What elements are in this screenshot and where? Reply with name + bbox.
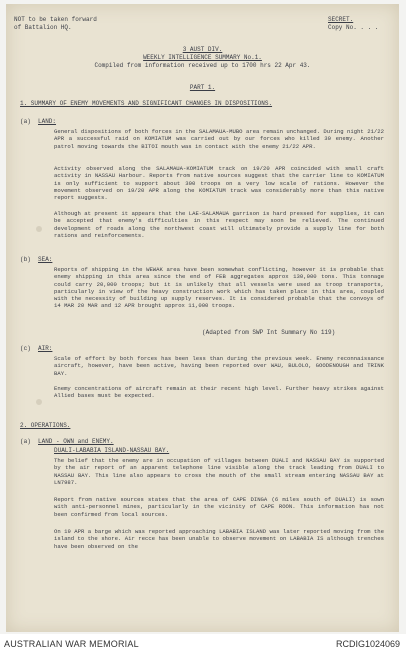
punch-hole (36, 226, 42, 232)
section1c-title: AIR: (38, 345, 53, 352)
operations-paragraph-3: On 19 APR a barge which was reported approaching LABABIA ISLAND was later reported moving from the island to the shore. Air recce has been unable to observe movement on LABABIA IS although trenches have been observed on the (54, 528, 384, 550)
distribution-note-line2: of Battalion HQ. (14, 24, 72, 31)
document-page (6, 4, 399, 632)
summary-title: WEEKLY INTELLIGENCE SUMMARY No.1. (143, 54, 262, 61)
archive-name: AUSTRALIAN WAR MEMORIAL (4, 639, 139, 649)
section1a-label: (a) (20, 118, 31, 125)
section1a-title: LAND: (38, 118, 57, 125)
division-title: 3 AUST DIV. (182, 46, 223, 53)
area-subheading: DUALI-LABABIA ISLAND-NASSAU BAY. (54, 447, 170, 454)
land-paragraph-1: General dispositions of both forces in the SALAMAUA-MUBO area remain unchanged. During night 21/22 APR a successful raid on KOMIATUM was carried out by our forces who killed 30 enemy. Another patrol moving towards the BITOI mouth was in contact with the enemy 21/22 APR. (54, 128, 384, 150)
sea-source-note: (Adapted from SWP Int Summary No 119) (202, 329, 336, 336)
land-paragraph-3: Although at present it appears that the LAE-SALAMAUA garrison is hard pressed for supplies, it can be accepted that enemy's difficulties in this respect may soon be relieved. The continued development of roads along the northwest coast will ultimately provide a supply line for both rations and reinforcements. (54, 210, 384, 239)
section1b-label: (b) (20, 256, 31, 263)
section1c-label: (c) (20, 345, 31, 352)
sea-paragraph-1: Reports of shipping in the WEWAK area have been somewhat conflicting, however it is probable that enemy shipping in this area since the end of FEB aggregates approx 130,000 tons. This tonnage could carry 20,000 troops; but it is unlikely that all vessels were used as troop transports, particularly in view of the heavy construction work which has taken place in this area, coupled with the necessity of building up supply reserves. It is considered probable that the convoys of 14 MAR 20 MAR and 12 APR brought approx 11,000 troops. (54, 266, 384, 310)
operations-paragraph-2: Report from native sources states that the area of CAPE DINGA (6 miles south of DUALI) is sown with anti-personnel mines, particularly in the vicinity of CAPE ROON. This information has not been confirmed from local sources. (54, 496, 384, 518)
section2a-label: (a) (20, 438, 31, 445)
section1b-title: SEA: (38, 256, 53, 263)
operations-paragraph-1: The belief that the enemy are in occupation of villages between DUALI and NASSAU BAY is supported by the air report of an apparent telephone line visible along the track leading from DUALI to NASSAU BAY. This line also appears to cross the mouth of the small stream entering NASSAU BAY at LN7987. (54, 457, 384, 486)
archive-footer (0, 634, 406, 653)
air-paragraph-2: Enemy concentrations of aircraft remain at their recent high level. Further heavy strikes against Allied bases must be expected. (54, 385, 384, 400)
air-paragraph-1: Scale of effort by both forces has been less than during the previous week. Enemy reconnaissance aircraft, however, have been active, having been reported over WAU, BULOLO, GOODENOUGH and TRINK BAY. (54, 355, 384, 377)
section2a-title: LAND - OWN and ENEMY. (38, 438, 114, 445)
record-id: RCDIG1024069 (335, 639, 400, 649)
punch-hole (36, 399, 42, 405)
distribution-note-line1: NOT to be taken forward (14, 16, 97, 23)
security-classification: SECRET. (328, 16, 354, 23)
compiled-note: Compiled from information received up to 1700 hrs 22 Apr 43. (94, 62, 311, 69)
land-paragraph-2: Activity observed along the SALAMAUA-KOMIATUM track on 19/20 APR coincided with small craft activity in NASSAU Harbour. Reports from native sources suggest that the carrier line to KOMIATUM is only sufficient to support about 300 troops on a very low scale of rations. However the movement observed on 19/20 APR along the KOMIATUM track was considerably more than this native report suggests. (54, 165, 384, 202)
part-heading: PART 1. (189, 84, 216, 91)
copy-number: Copy No. . . . (328, 24, 379, 31)
section1-heading: 1. SUMMARY OF ENEMY MOVEMENTS AND SIGNIFICANT CHANGES IN DISPOSITIONS. (20, 100, 273, 107)
section2-heading: 2. OPERATIONS. (20, 422, 71, 429)
